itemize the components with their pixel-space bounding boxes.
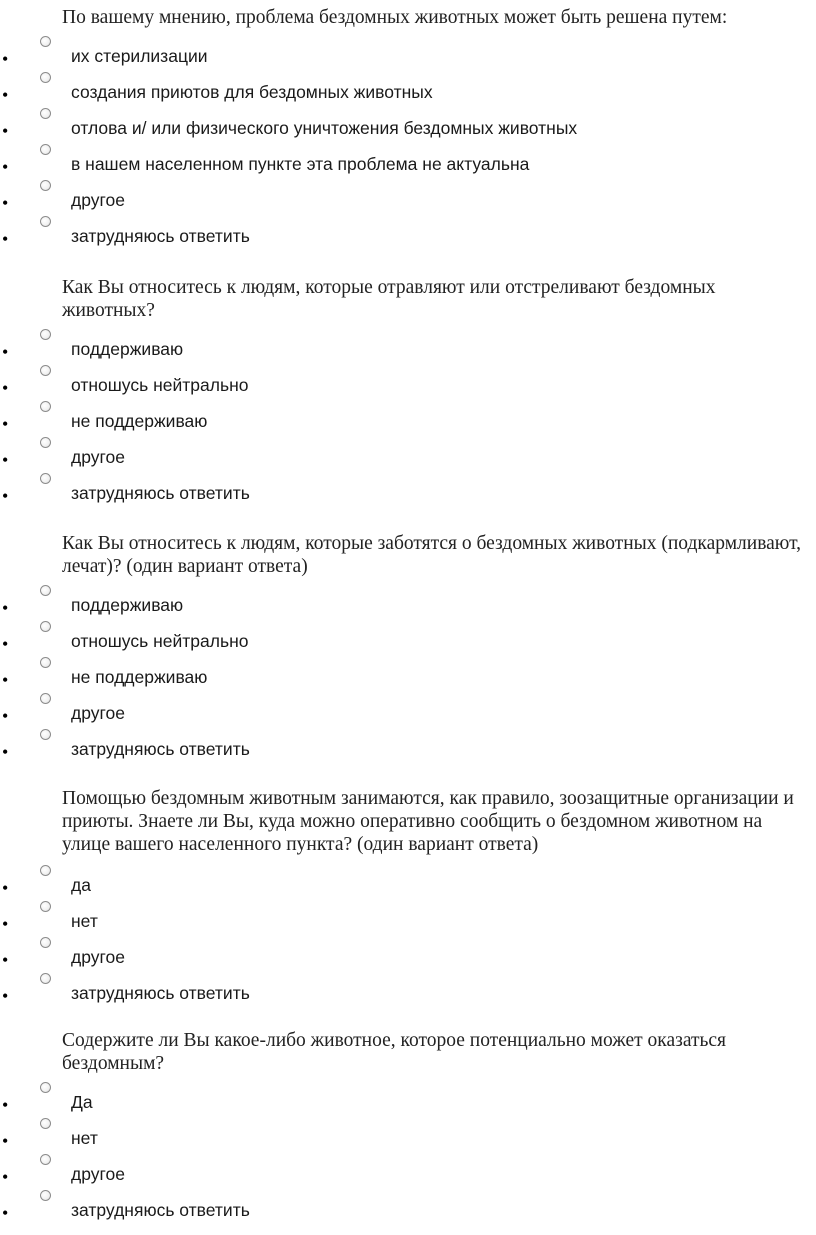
bullet-icon: •	[2, 634, 9, 654]
answer-option[interactable]	[0, 482, 816, 518]
bullet-icon: •	[2, 414, 9, 434]
radio-button-icon[interactable]	[40, 108, 51, 119]
option-label: затрудняюсь ответить	[71, 1200, 250, 1220]
radio-button-icon[interactable]	[40, 216, 51, 227]
option-label: создания приютов для бездомных животных	[71, 82, 433, 102]
radio-button-icon[interactable]	[40, 401, 51, 412]
answer-options	[0, 874, 816, 1018]
bullet-icon: •	[2, 450, 9, 470]
option-label: другое	[71, 947, 125, 967]
option-label: нет	[71, 1128, 98, 1148]
radio-button-icon[interactable]	[40, 365, 51, 376]
bullet-icon: •	[2, 229, 9, 249]
option-label: отлова и/ или физического уничтожения бездомных животных	[71, 118, 578, 138]
radio-button-icon[interactable]	[40, 1190, 51, 1201]
option-label: затрудняюсь ответить	[71, 226, 250, 246]
bullet-icon: •	[2, 1203, 9, 1223]
bullet-icon: •	[2, 1167, 9, 1187]
option-label: нет	[71, 911, 98, 931]
radio-button-icon[interactable]	[40, 585, 51, 596]
option-label: отношусь нейтрально	[71, 631, 249, 651]
bullet-icon: •	[2, 1131, 9, 1151]
radio-button-icon[interactable]	[40, 473, 51, 484]
radio-button-icon[interactable]	[40, 657, 51, 668]
answer-options	[0, 45, 816, 261]
radio-button-icon[interactable]	[40, 901, 51, 912]
answer-option[interactable]	[0, 1091, 816, 1127]
radio-button-icon[interactable]	[40, 1082, 51, 1093]
answer-option[interactable]	[0, 738, 816, 774]
bullet-icon: •	[2, 598, 9, 618]
question-text: Содержите ли Вы какое-либо животное, которое потенциально может оказаться бездомным?	[62, 1030, 727, 1074]
answer-option[interactable]	[0, 153, 816, 189]
radio-button-icon[interactable]	[40, 973, 51, 984]
radio-button-icon[interactable]	[40, 1154, 51, 1165]
option-label: поддерживаю	[71, 339, 184, 359]
answer-option[interactable]	[0, 225, 816, 261]
bullet-icon: •	[2, 121, 9, 141]
option-label: не поддерживаю	[71, 411, 208, 431]
answer-option[interactable]	[0, 410, 816, 446]
bullet-icon: •	[2, 950, 9, 970]
question-1	[0, 6, 816, 261]
bullet-icon: •	[2, 378, 9, 398]
answer-option[interactable]	[0, 1163, 816, 1199]
answer-option[interactable]	[0, 338, 816, 374]
option-label: их стерилизации	[71, 46, 208, 66]
bullet-icon: •	[2, 49, 9, 69]
option-label: отношусь нейтрально	[71, 375, 249, 395]
answer-option[interactable]	[0, 1127, 816, 1163]
question-text: Как Вы относитесь к людям, которые заботятся о бездомных животных (подкармливают, лечат)? (один вариант ответа)	[62, 533, 802, 577]
bullet-icon: •	[2, 1095, 9, 1115]
radio-button-icon[interactable]	[40, 729, 51, 740]
option-label: затрудняюсь ответить	[71, 739, 250, 759]
answer-option[interactable]	[0, 666, 816, 702]
answer-option[interactable]	[0, 910, 816, 946]
answer-option[interactable]	[0, 630, 816, 666]
radio-button-icon[interactable]	[40, 180, 51, 191]
bullet-icon: •	[2, 914, 9, 934]
option-label: затрудняюсь ответить	[71, 483, 250, 503]
answer-option[interactable]	[0, 446, 816, 482]
answer-option[interactable]	[0, 45, 816, 81]
radio-button-icon[interactable]	[40, 693, 51, 704]
radio-button-icon[interactable]	[40, 144, 51, 155]
bullet-icon: •	[2, 85, 9, 105]
answer-option[interactable]	[0, 1199, 816, 1235]
radio-button-icon[interactable]	[40, 937, 51, 948]
question-4	[0, 787, 816, 1018]
bullet-icon: •	[2, 486, 9, 506]
radio-button-icon[interactable]	[40, 36, 51, 47]
radio-button-icon[interactable]	[40, 72, 51, 83]
answer-option[interactable]	[0, 946, 816, 982]
answer-option[interactable]	[0, 982, 816, 1018]
question-3	[0, 532, 816, 774]
question-text: Помощью бездомным животным занимаются, как правило, зоозащитные организации и приюты. Знаете ли Вы, куда можно оперативно сообщить о бездомном животном на улице вашего населенного пункта? (один вариант ответа)	[62, 788, 794, 855]
option-label: другое	[71, 190, 125, 210]
option-label: да	[71, 875, 91, 895]
bullet-icon: •	[2, 670, 9, 690]
question-5	[0, 1029, 816, 1235]
option-label: не поддерживаю	[71, 667, 208, 687]
answer-options	[0, 594, 816, 774]
option-label: поддерживаю	[71, 595, 184, 615]
answer-option[interactable]	[0, 189, 816, 225]
question-text: По вашему мнению, проблема бездомных животных может быть решена путем:	[62, 7, 728, 28]
bullet-icon: •	[2, 706, 9, 726]
bullet-icon: •	[2, 742, 9, 762]
option-label: Да	[71, 1092, 93, 1112]
option-label: другое	[71, 703, 125, 723]
option-label: другое	[71, 1164, 125, 1184]
question-text: Как Вы относитесь к людям, которые отравляют или отстреливают бездомных животных?	[62, 277, 716, 321]
radio-button-icon[interactable]	[40, 865, 51, 876]
answer-option[interactable]	[0, 81, 816, 117]
answer-options	[0, 338, 816, 518]
answer-option[interactable]	[0, 594, 816, 630]
answer-option[interactable]	[0, 874, 816, 910]
answer-options	[0, 1091, 816, 1235]
option-label: в нашем населенном пункте эта проблема не актуальна	[71, 154, 530, 174]
radio-button-icon[interactable]	[40, 621, 51, 632]
option-label: затрудняюсь ответить	[71, 983, 250, 1003]
bullet-icon: •	[2, 193, 9, 213]
radio-button-icon[interactable]	[40, 1118, 51, 1129]
question-2	[0, 276, 816, 518]
bullet-icon: •	[2, 986, 9, 1006]
radio-button-icon[interactable]	[40, 329, 51, 340]
answer-option[interactable]	[0, 117, 816, 153]
bullet-icon: •	[2, 157, 9, 177]
radio-button-icon[interactable]	[40, 437, 51, 448]
bullet-icon: •	[2, 878, 9, 898]
answer-option[interactable]	[0, 702, 816, 738]
bullet-icon: •	[2, 342, 9, 362]
option-label: другое	[71, 447, 125, 467]
answer-option[interactable]	[0, 374, 816, 410]
